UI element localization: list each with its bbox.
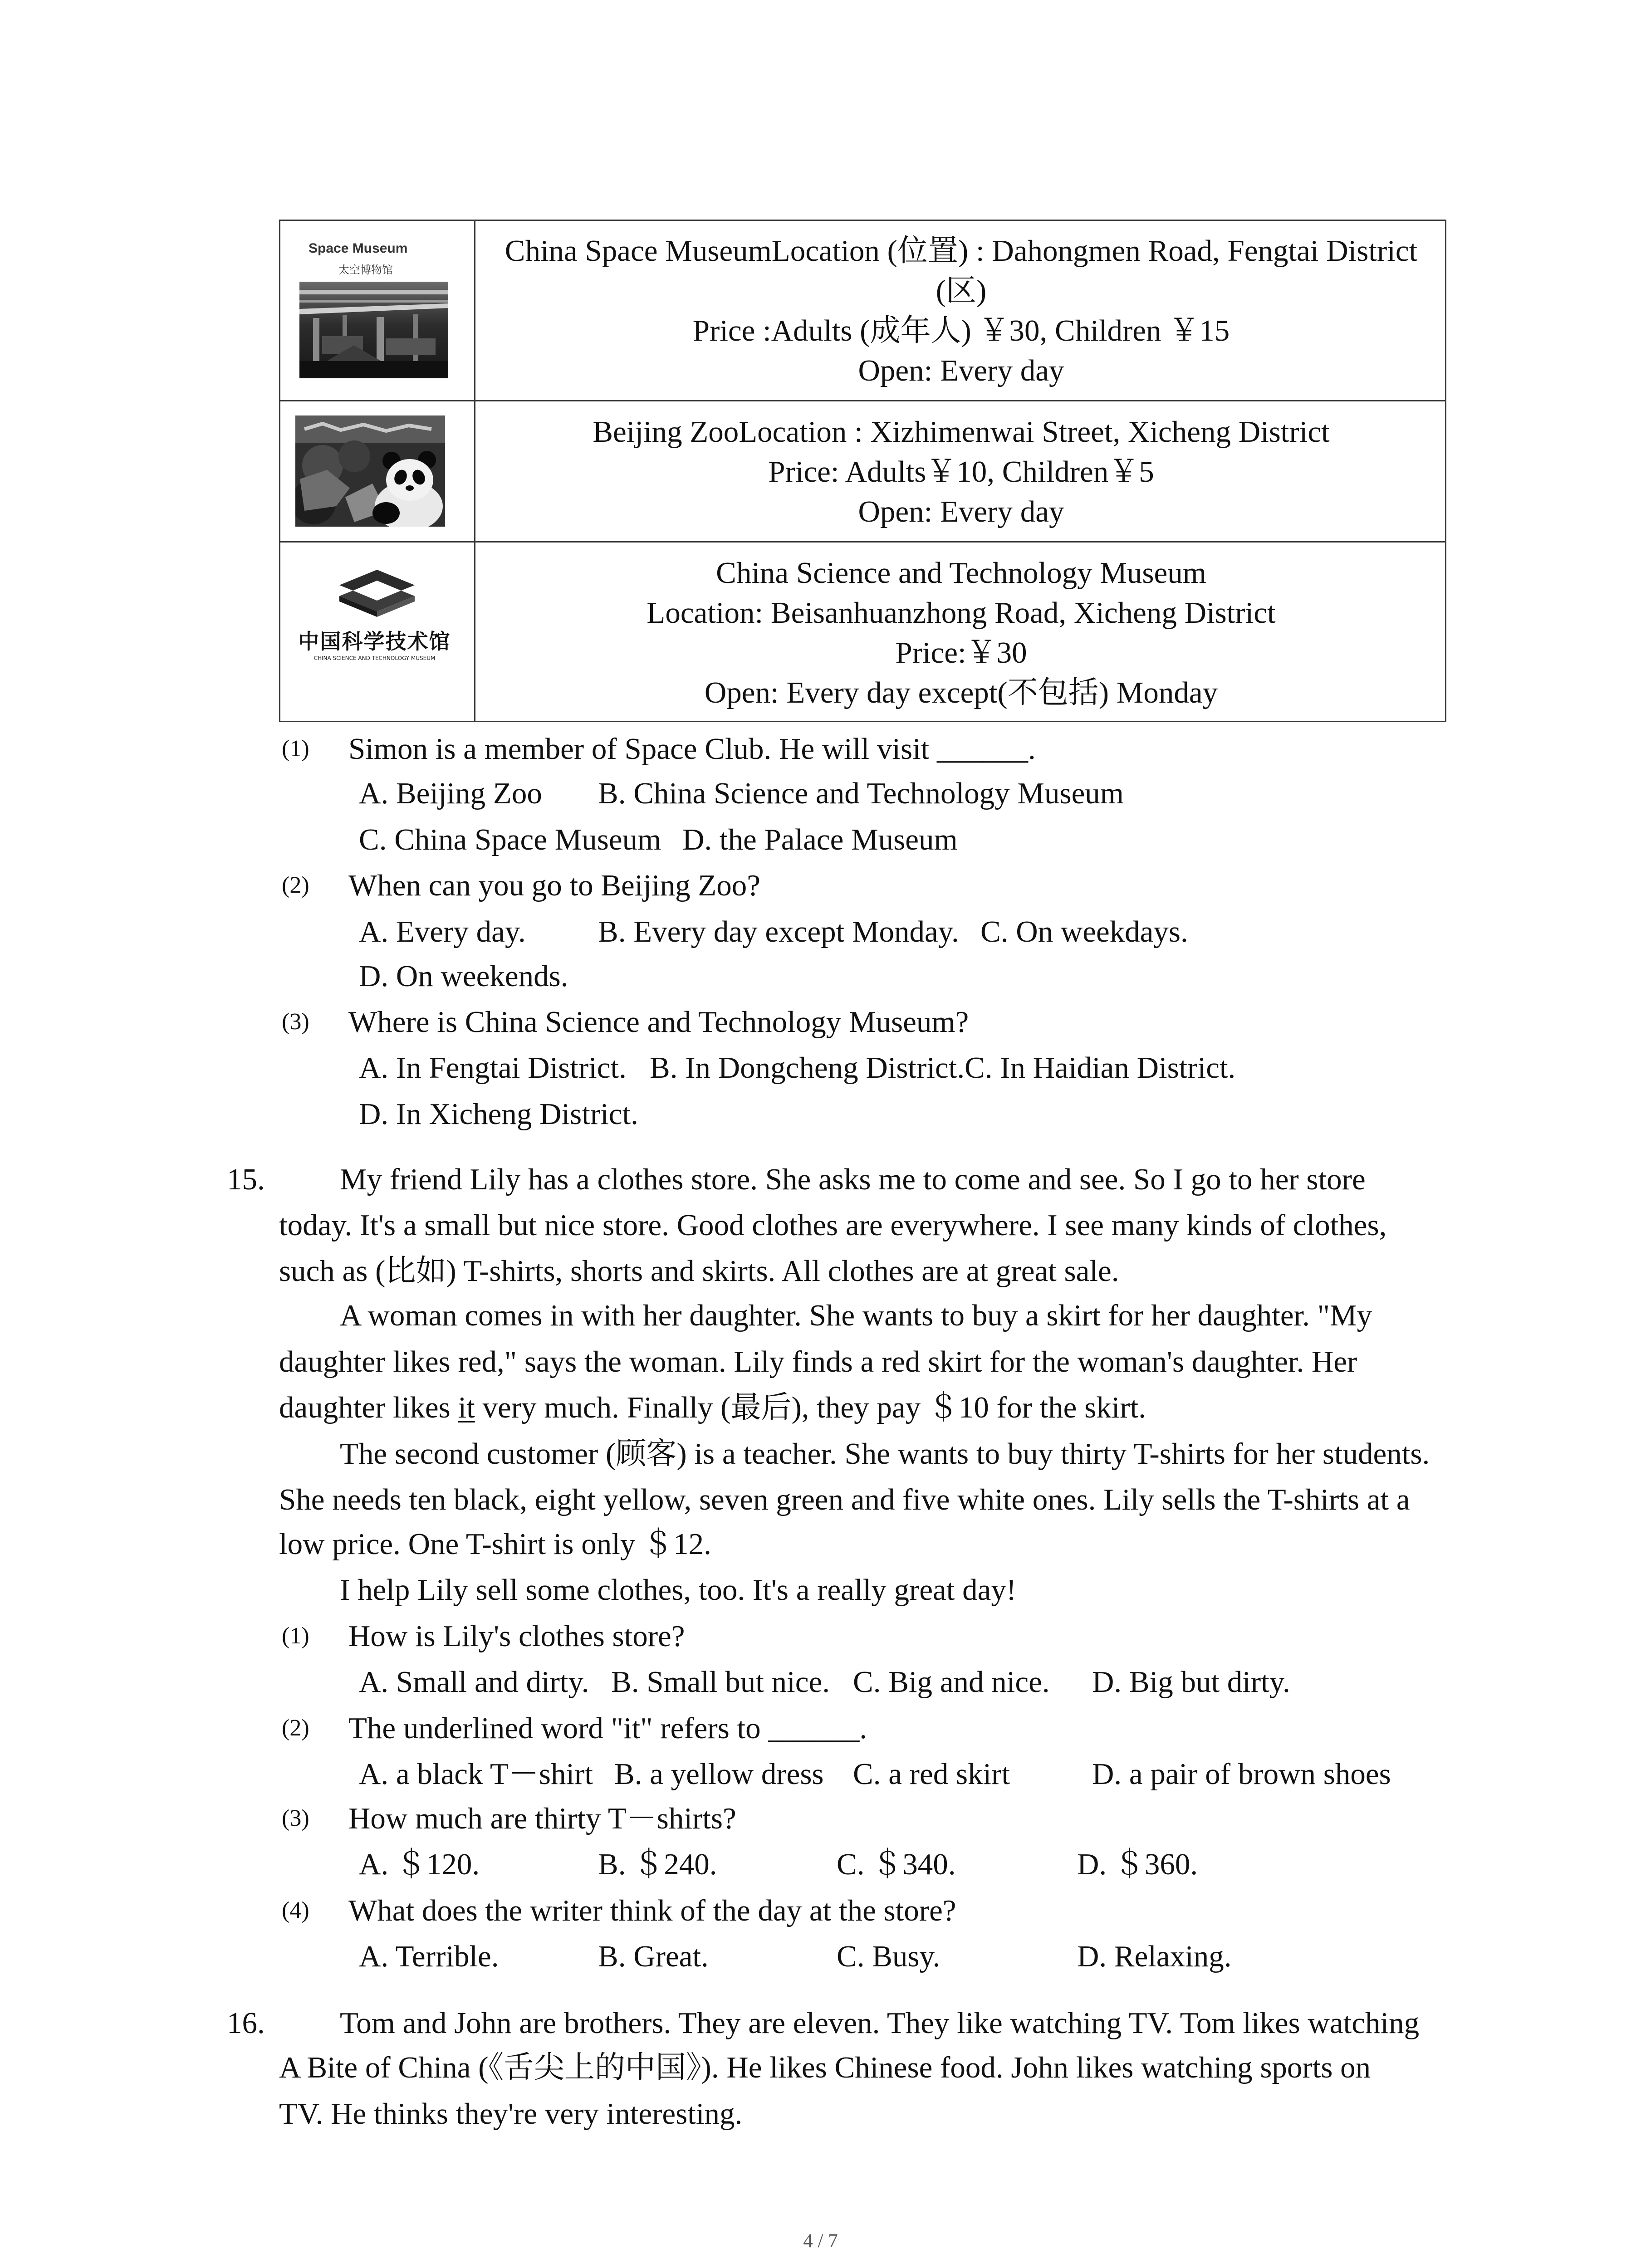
beijing-zoo-open: Open: Every day [858,495,1064,528]
option-d: D. the Palace Museum [682,823,958,856]
question-text: The underlined word "it" refers to ______. [348,1711,867,1745]
science-museum-price: Price:￥30 [895,635,1027,670]
underlined-word: it [458,1391,475,1424]
option-c: C. On weekdays. [980,915,1188,948]
beijing-zoo-image [295,415,445,527]
option-b: B. China Science and Technology Museum [598,777,1124,810]
passage-text: very much. Finally (最后), they pay ＄10 for the skirt. [475,1391,1146,1424]
space-museum-image [297,235,448,381]
passage-line: low price. One T-shirt is only ＄12. [279,1527,711,1561]
option-a: A. Every day. [359,915,526,948]
passage-line: TV. He thinks they're very interesting. [279,2097,743,2131]
option-a: A. In Fengtai District. [359,1051,627,1085]
space-museum-price: Price :Adults (成年人) ￥30, Children ￥15 [692,314,1230,347]
option-d: D. a pair of brown shoes [1092,1757,1391,1791]
option-c: C. In Haidian District. [965,1051,1236,1085]
science-museum-logo-icon [338,569,416,618]
question-label: (3) [282,1805,309,1831]
science-museum-logo-cn: 中国科学技术馆 [298,629,451,654]
passage-line: Tom and John are brothers. They are eleven. They like watching TV. Tom likes watching [340,2006,1420,2040]
passage-line: daughter likes red," says the woman. Lily finds a red skirt for the woman's daughter. Her [279,1345,1357,1378]
passage-line: The second customer (顾客) is a teacher. She wants to buy thirty T-shirts for her students. [340,1437,1430,1471]
question-text: Simon is a member of Space Club. He will visit ______. [348,732,1036,766]
passage-line: I help Lily sell some clothes, too. It's a really great day! [340,1573,1017,1607]
table-column-divider [474,220,475,722]
beijing-zoo-price: Price: Adults￥10, Children￥5 [768,455,1154,489]
option-c: C. a red skirt [853,1757,1010,1791]
science-museum-name: China Science and Technology Museum [716,556,1206,590]
panda-photo [295,415,445,527]
option-a: A. ＄120. [359,1848,480,1881]
science-museum-info [476,543,1446,722]
space-museum-photo [299,282,448,378]
option-c: C. China Space Museum [359,823,661,856]
passage-line [279,1389,1146,1426]
beijing-zoo-info [476,402,1446,542]
option-a: A. Beijing Zoo [359,777,542,810]
question-label: (2) [282,1715,309,1741]
question-label: (1) [282,736,309,762]
option-b: B. Great. [598,1940,709,1973]
question-number: 15. [227,1163,265,1196]
option-d: D. On weekends. [359,959,568,993]
question-label: (2) [282,872,309,898]
option-a: A. Small and dirty. [359,1665,589,1699]
space-museum-image-subtitle: 太空博物馆 [338,264,393,276]
passage-line: today. It's a small but nice store. Good clothes are everywhere. I see many kinds of clothes, [279,1208,1387,1242]
option-a: A. a black T－shirt [359,1757,593,1791]
science-museum-logo-en: CHINA SCIENCE AND TECHNOLOGY MUSEUM [314,655,436,661]
option-c: C. Big and nice. [853,1665,1050,1699]
question-text: Where is China Science and Technology Museum? [348,1005,969,1039]
option-d: D. Relaxing. [1077,1940,1232,1973]
passage-text: daughter likes [279,1391,458,1424]
space-museum-info [476,221,1446,401]
passage-line: such as (比如) T-shirts, shorts and skirts. All clothes are at great sale. [279,1254,1119,1288]
option-c: C. ＄340. [837,1848,956,1881]
option-d: D. In Xicheng District. [359,1097,638,1131]
space-museum-image-title: Space Museum [309,241,408,256]
question-text: When can you go to Beijing Zoo? [348,869,761,902]
option-b: B. ＄240. [598,1848,717,1881]
option-b: B. Every day except Monday. [598,915,959,948]
question-text: How much are thirty T－shirts? [348,1802,736,1835]
option-b: B. a yellow dress [614,1757,824,1791]
option-b: B. In Dongcheng District. [650,1051,965,1085]
option-a: A. Terrible. [359,1940,499,1973]
beijing-zoo-location: Beijing ZooLocation : Xizhimenwai Street, Xicheng District [593,415,1330,449]
question-text: What does the writer think of the day at the store? [348,1894,956,1927]
question-text: How is Lily's clothes store? [348,1619,685,1653]
option-c: C. Busy. [837,1940,941,1973]
question-number: 16. [227,2006,265,2040]
option-d: D. Big but dirty. [1092,1665,1290,1699]
science-museum-logo [292,556,457,668]
passage-line: A Bite of China (《舌尖上的中国》). He likes Chinese food. John likes watching sports on [279,2051,1371,2084]
passage-line: My friend Lily has a clothes store. She asks me to come and see. So I go to her store [340,1163,1366,1196]
question-label: (4) [282,1897,309,1923]
science-museum-location: Location: Beisanhuanzhong Road, Xicheng District [647,596,1276,630]
science-museum-open: Open: Every day except(不包括) Monday [704,675,1218,709]
passage-line: A woman comes in with her daughter. She wants to buy a skirt for her daughter. "My [340,1299,1372,1332]
option-d: D. ＄360. [1077,1848,1198,1881]
question-label: (1) [282,1623,309,1649]
page-number: 4 / 7 [803,2230,838,2252]
space-museum-district: (区) [936,274,987,308]
space-museum-open: Open: Every day [858,354,1064,387]
option-b: B. Small but nice. [611,1665,830,1699]
passage-line: She needs ten black, eight yellow, seven green and five white ones. Lily sells the T-shirts at a [279,1483,1410,1516]
space-museum-location: China Space MuseumLocation (位置) : Dahongmen Road, Fengtai District [505,234,1418,268]
question-label: (3) [282,1009,309,1035]
